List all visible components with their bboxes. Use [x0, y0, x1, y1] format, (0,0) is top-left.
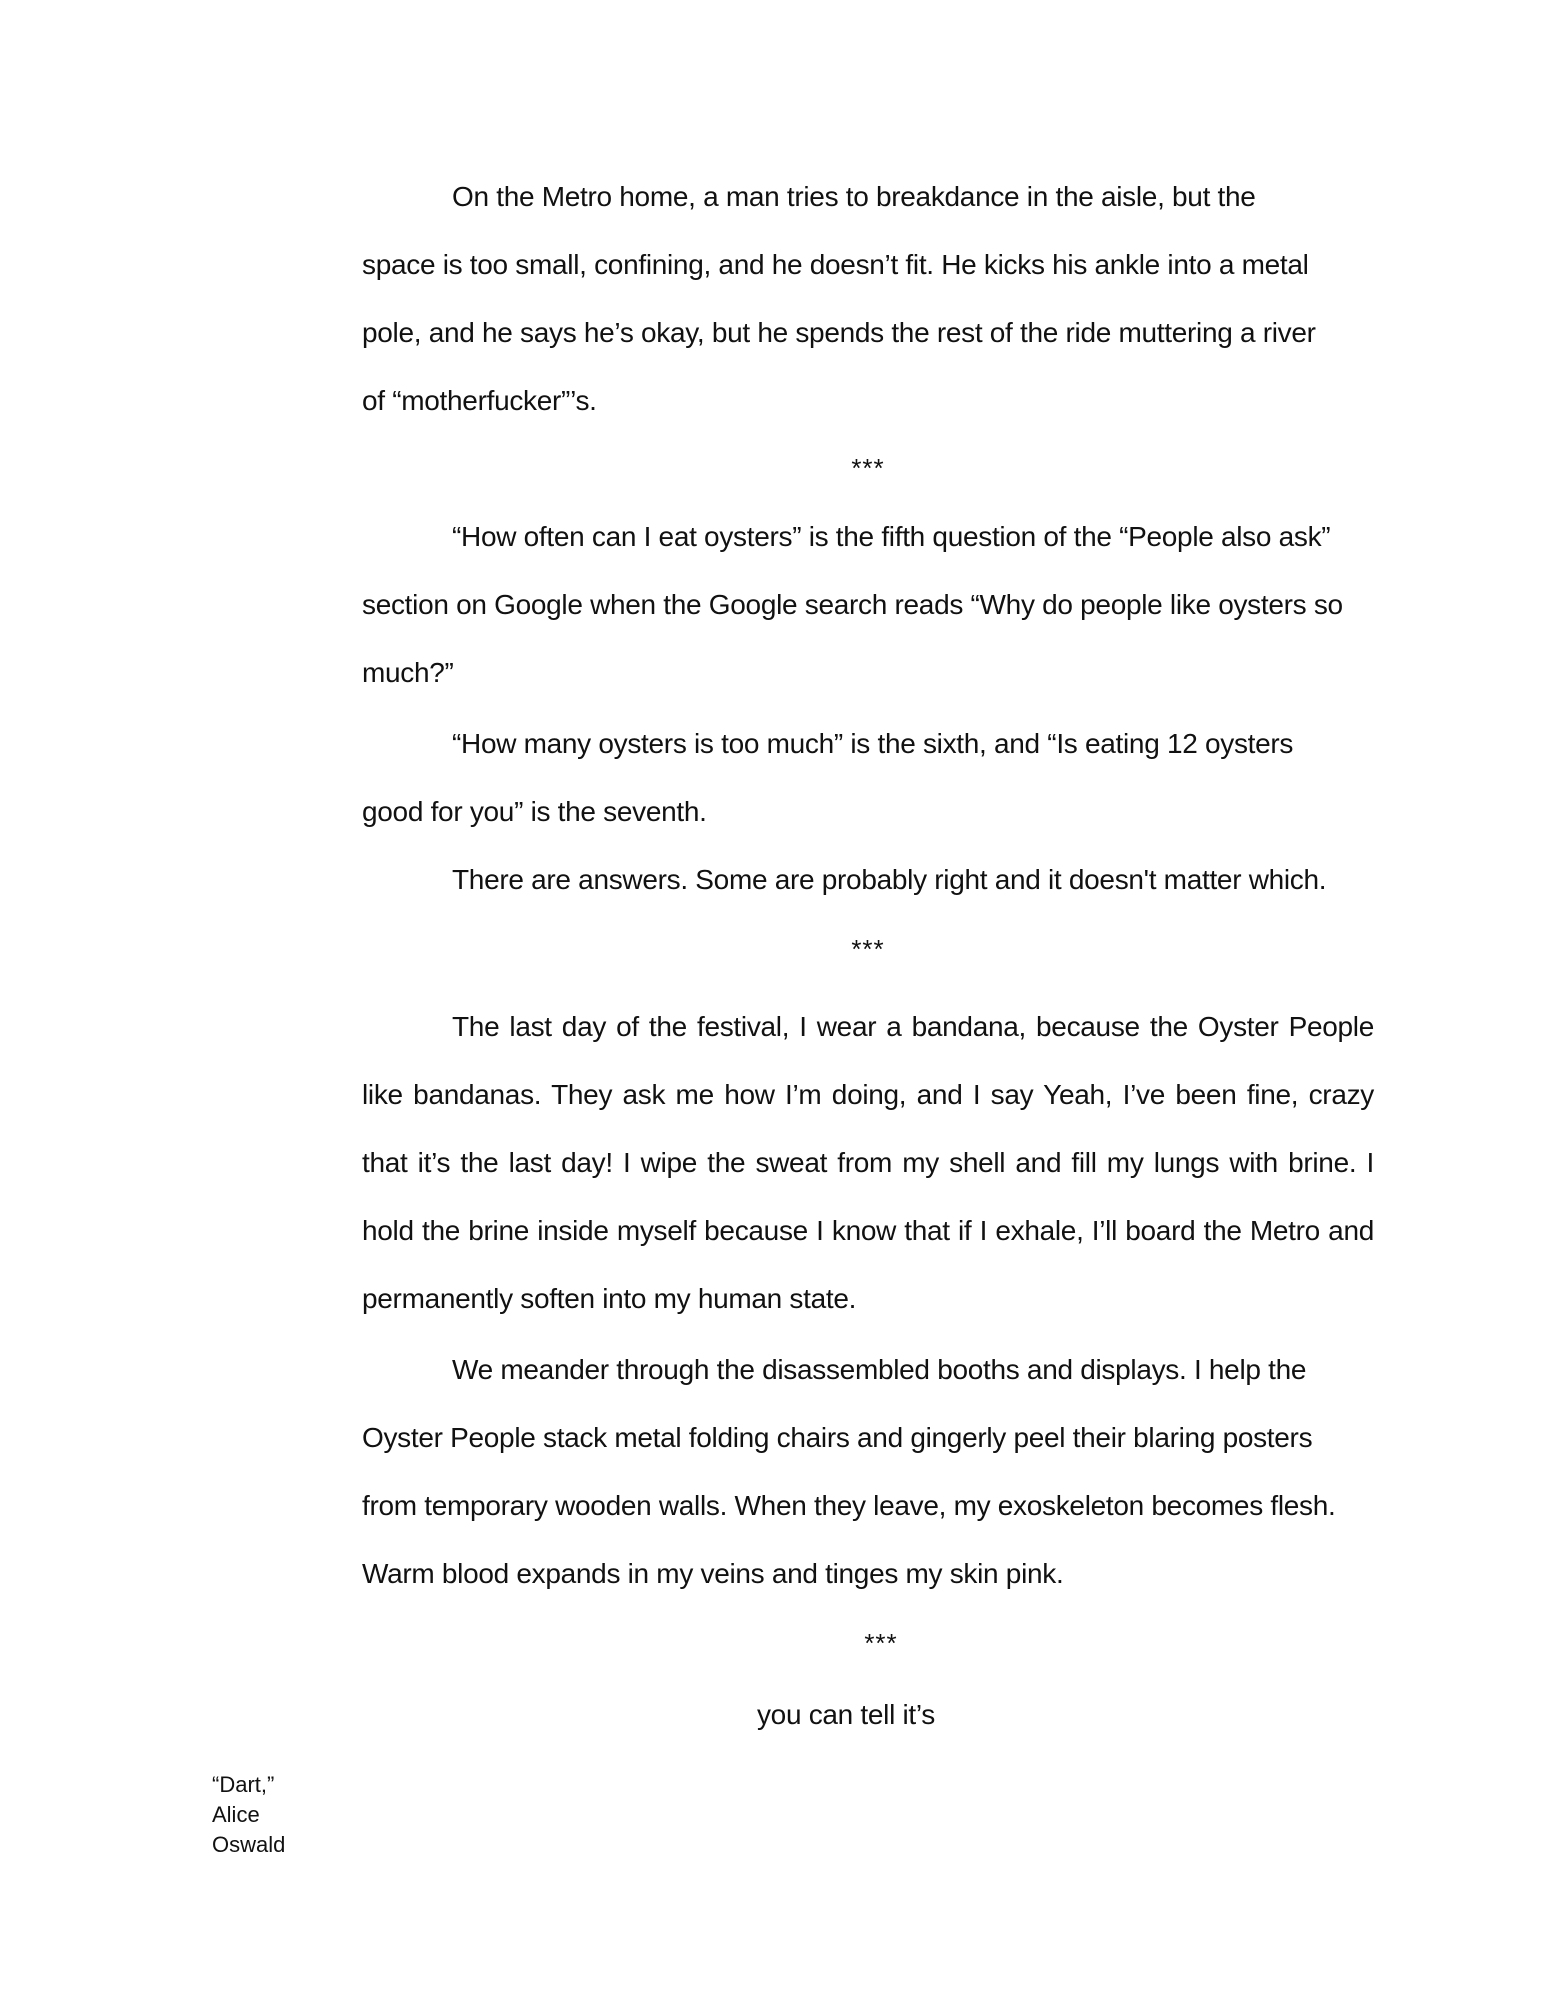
section-3 [362, 993, 1374, 1608]
poem-line: you can tell it’s [756, 1699, 936, 1730]
marginal-citation [212, 1770, 332, 1860]
citation-author-last: Oswald [212, 1832, 286, 1857]
citation-title: “Dart,” [212, 1772, 275, 1797]
citation-author-first: Alice [212, 1802, 260, 1827]
paragraph-meander: We meander through the disassembled booths and displays. I help the Oyster People stack metal folding chairs and gingerly peel their blaring posters from temporary wooden walls. When they leave, my exoskeleton becomes flesh. Warm blood expands in my veins and tinges my skin pink. [362, 1354, 1336, 1589]
paragraph-metro: On the Metro home, a man tries to breakdance in the aisle, but the space is too small, confining, and he doesn’t fit. He kicks his ankle into a metal pole, and he says he’s okay, but he spends the rest of the ride muttering a river of “motherfucker”’s. [362, 181, 1316, 416]
section-separator-3: *** [864, 1628, 898, 1658]
paragraph-oysters-sixth: “How many oysters is too much” is the sixth, and “Is eating 12 oysters good for you” is the seventh. [362, 728, 1294, 827]
section-1 [362, 163, 1374, 435]
section-2 [362, 503, 1374, 914]
paragraph-festival: The last day of the festival, I wear a bandana, because the Oyster People like bandanas. They ask me how I’m doing, and I say Yeah, I’ve been fine, crazy that it’s the last day! I wipe the sweat from my shell and fill my lungs with brine. I hold the brine inside myself because I know that if I exhale, I’ll board the Metro and permanently soften into my human state. [362, 1011, 1374, 1314]
section-separator-1: *** [851, 453, 885, 483]
section-separator-2: *** [851, 934, 885, 964]
paragraph-answers: There are answers. Some are probably right and it doesn't matter which. [452, 864, 1327, 895]
paragraph-oysters-question: “How often can I eat oysters” is the fifth question of the “People also ask” section on Google when the Google search reads “Why do people like oysters so much?” [362, 521, 1343, 688]
